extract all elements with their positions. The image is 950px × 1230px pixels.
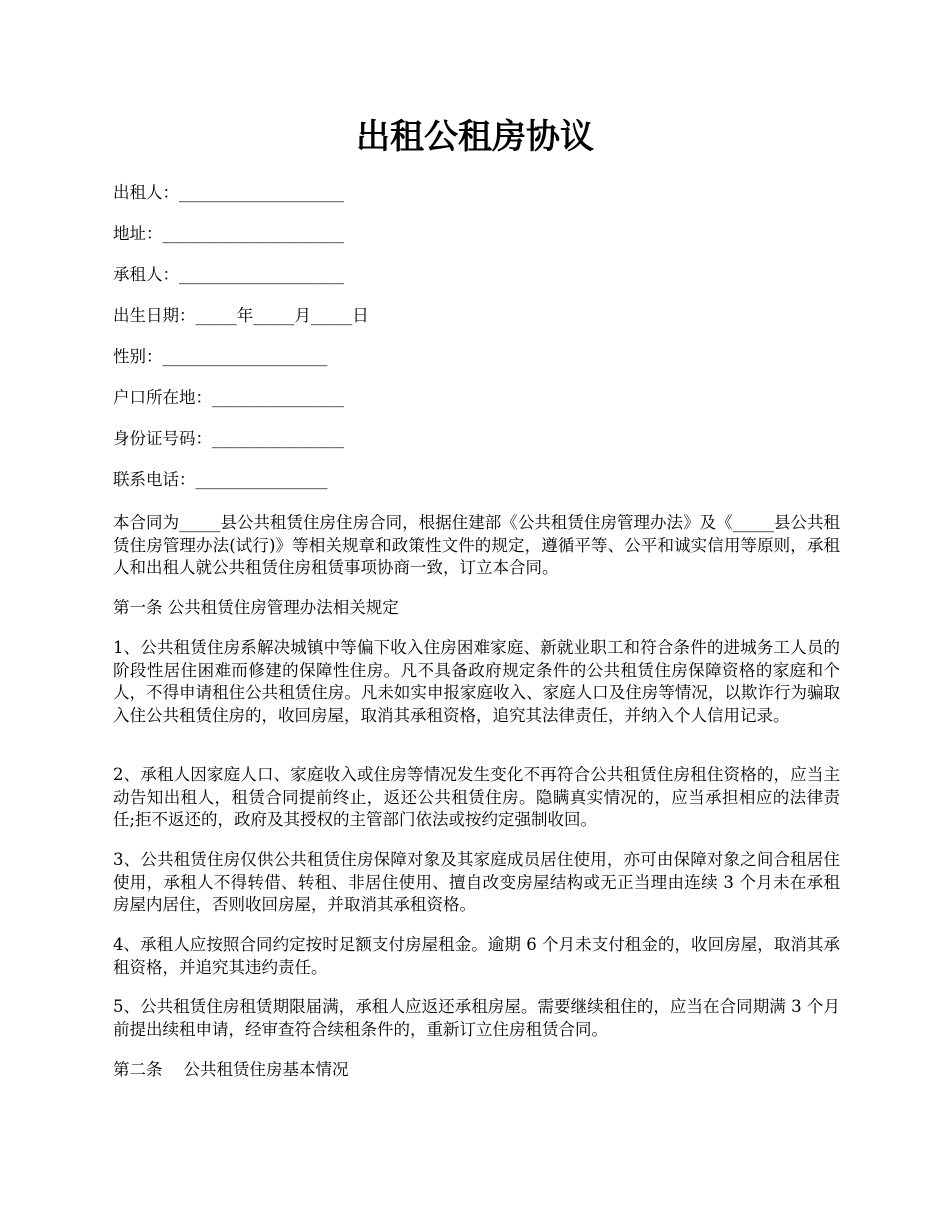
intro-paragraph: 本合同为_____县公共租赁住房住房合同，根据住建部《公共租赁住房管理办法》及《_____县公共租赁住房管理办法(试行)》等相关规章和政策性文件的规定，遵循平等、公平和诚实信用等原则，承租人和出租人就公共租赁住房租赁事项协商一致，订立本合同。 [113, 513, 840, 577]
field-id-number: 身份证号码：________________ [113, 429, 344, 448]
field-phone: 联系电话：________________ [113, 470, 328, 489]
field-address: 地址：______________________ [113, 224, 344, 243]
field-lessee: 承租人：____________________ [113, 265, 344, 284]
field-gender: 性别：____________________ [113, 347, 328, 366]
clause-2: 2、承租人因家庭人口、家庭收入或住房等情况发生变化不再符合公共租赁住房租住资格的，应当主动告知出租人，租赁合同提前终止，返还公共租赁住房。隐瞒真实情况的，应当承担相应的法律责任;拒不返还的，政府及其授权的主管部门依法或按约定强制收回。 [113, 765, 840, 829]
field-birth-date: 出生日期：_____年_____月_____日 [113, 306, 369, 325]
clause-3: 3、公共租赁住房仅供公共租赁住房保障对象及其家庭成员居住使用，亦可由保障对象之间合租居住使用，承租人不得转借、转租、非居住使用、擅自改变房屋结构或无正当理由连续 3 个月未在承租房屋内居住，否则收回房屋，并取消其承租资格。 [113, 850, 840, 914]
clause-5: 5、公共租赁住房租赁期限届满，承租人应返还承租房屋。需要继续租住的，应当在合同期满 3 个月前提出续租申请，经审查符合续租条件的，重新订立住房租赁合同。 [113, 997, 840, 1039]
document-title: 出租公租房协议 [356, 117, 594, 157]
article-1-heading: 第一条 公共租赁住房管理办法相关规定 [113, 598, 399, 617]
field-household-registration: 户口所在地：________________ [113, 388, 344, 407]
field-lessor: 出租人：____________________ [113, 183, 344, 202]
clause-1: 1、公共租赁住房系解决城镇中等偏下收入住房困难家庭、新就业职工和符合条件的进城务工人员的阶段性居住困难而修建的保障性住房。凡不具备政府规定条件的公共租赁住房保障资格的家庭和个人，不得申请租住公共租赁住房。凡未如实申报家庭收入、家庭人口及住房等情况，以欺诈行为骗取入住公共租赁住房的，收回房屋，取消其承租资格，追究其法律责任，并纳入个人信用记录。 [113, 638, 840, 725]
clause-4: 4、承租人应按照合同约定按时足额支付房屋租金。逾期 6 个月未支付租金的，收回房屋，取消其承租资格，并追究其违约责任。 [113, 935, 840, 977]
article-2-heading: 第二条 公共租赁住房基本情况 [113, 1060, 349, 1079]
